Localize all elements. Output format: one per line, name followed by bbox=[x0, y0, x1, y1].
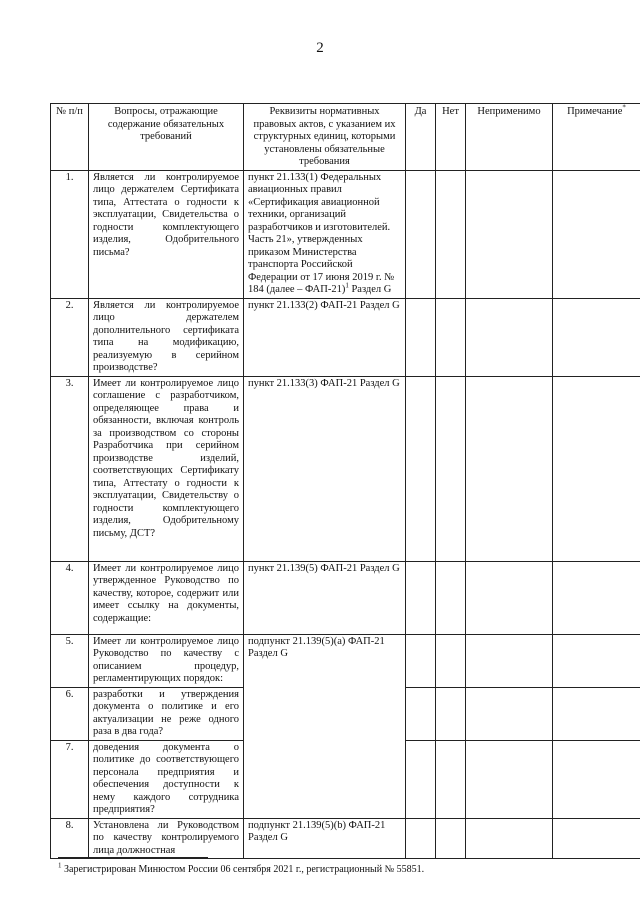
row-reference: подпункт 21.139(5)(а) ФАП-21 Раздел G bbox=[244, 634, 406, 818]
row-number: 5. bbox=[51, 634, 89, 687]
yes-cell bbox=[406, 818, 436, 859]
row-question: Является ли контролируемое лицо держателем дополнительного сертификата типа на модификацию, реализуемую в серийном производстве? bbox=[89, 298, 244, 376]
table-row bbox=[51, 634, 640, 687]
yes-cell bbox=[406, 740, 436, 818]
row-question: Установлена ли Руководством по качеству контролируемого лица должностная bbox=[89, 818, 244, 859]
row-number: 4. bbox=[51, 561, 89, 634]
footnote-divider bbox=[58, 857, 208, 858]
row-question: разработки и утверждения документа о политике и его актуализации не реже одного раза в два года? bbox=[89, 687, 244, 740]
checklist-table bbox=[50, 103, 640, 859]
row-reference bbox=[244, 170, 406, 298]
header-na: Неприменимо bbox=[466, 104, 553, 171]
row-number: 2. bbox=[51, 298, 89, 376]
header-num: № п/п bbox=[51, 104, 89, 171]
note-cell bbox=[553, 298, 640, 376]
row-reference-tail: Раздел G bbox=[348, 284, 392, 295]
header-note bbox=[553, 104, 640, 171]
yes-cell bbox=[406, 298, 436, 376]
yes-cell bbox=[406, 376, 436, 561]
no-cell bbox=[436, 170, 466, 298]
no-cell bbox=[436, 818, 466, 859]
header-yes: Да bbox=[406, 104, 436, 171]
na-cell bbox=[466, 170, 553, 298]
table-row bbox=[51, 818, 640, 859]
footnote-ref-mark: 1 bbox=[345, 281, 349, 290]
note-cell bbox=[553, 687, 640, 740]
row-reference-text: пункт 21.133(1) Федеральных авиационных правил «Сертификация авиационной техники, организаций разработчиков и изготовителей. Часть 21», утвержденных приказом Министерства транспорта Российской Федерации от 17 июня 2019 г. № 184 (далее – ФАП-21) bbox=[248, 171, 395, 295]
page-number: 2 bbox=[316, 40, 324, 56]
yes-cell bbox=[406, 634, 436, 687]
no-cell bbox=[436, 376, 466, 561]
na-cell bbox=[466, 818, 553, 859]
header-note-label: Примечание bbox=[567, 106, 623, 117]
no-cell bbox=[436, 740, 466, 818]
row-reference: пункт 21.133(3) ФАП-21 Раздел G bbox=[244, 376, 406, 561]
row-question: Имеет ли контролируемое лицо соглашение с разработчиком, определяющее права и обязанности, включая контроль за производством со стороны Разработчика при серийном производстве изделий, соответствующих Сертификату типа, Аттестату о годности к эксплуатации, Свидетельству о годности комплектующего изделия, Одобрительному письму, ДСТ? bbox=[89, 376, 244, 561]
note-cell bbox=[553, 818, 640, 859]
note-cell bbox=[553, 740, 640, 818]
no-cell bbox=[436, 561, 466, 634]
note-cell bbox=[553, 561, 640, 634]
row-question: доведения документа о политике до соответствующего персонала предприятия и обеспечения доступности к нему каждого сотрудника предприятия? bbox=[89, 740, 244, 818]
yes-cell bbox=[406, 170, 436, 298]
no-cell bbox=[436, 687, 466, 740]
row-question: Имеет ли контролируемое лицо утвержденное Руководство по качеству, которое, содержит или имеет ссылку на документы, содержащие: bbox=[89, 561, 244, 634]
note-cell bbox=[553, 170, 640, 298]
header-no: Нет bbox=[436, 104, 466, 171]
table-row bbox=[51, 376, 640, 561]
na-cell bbox=[466, 687, 553, 740]
yes-cell bbox=[406, 687, 436, 740]
table-row bbox=[51, 170, 640, 298]
row-number: 6. bbox=[51, 687, 89, 740]
row-reference: подпункт 21.139(5)(b) ФАП-21 Раздел G bbox=[244, 818, 406, 859]
na-cell bbox=[466, 376, 553, 561]
row-reference: пункт 21.133(2) ФАП-21 Раздел G bbox=[244, 298, 406, 376]
header-question: Вопросы, отражающие содержание обязательных требований bbox=[89, 104, 244, 171]
na-cell bbox=[466, 298, 553, 376]
yes-cell bbox=[406, 561, 436, 634]
note-cell bbox=[553, 376, 640, 561]
footnote-text: Зарегистрирован Минюстом России 06 сентября 2021 г., регистрационный № 55851. bbox=[64, 864, 425, 875]
row-reference: пункт 21.139(5) ФАП-21 Раздел G bbox=[244, 561, 406, 634]
note-cell bbox=[553, 634, 640, 687]
footnote-mark: 1 bbox=[58, 861, 62, 870]
na-cell bbox=[466, 561, 553, 634]
row-number: 3. bbox=[51, 376, 89, 561]
footnote bbox=[58, 861, 618, 876]
row-question: Имеет ли контролируемое лицо Руководство по качеству с описанием процедур, регламентирующих порядок: bbox=[89, 634, 244, 687]
table-header-row bbox=[51, 104, 640, 171]
row-number: 8. bbox=[51, 818, 89, 859]
no-cell bbox=[436, 634, 466, 687]
no-cell bbox=[436, 298, 466, 376]
na-cell bbox=[466, 634, 553, 687]
row-question: Является ли контролируемое лицо держателем Сертификата типа, Аттестата о годности к эксплуатации, Свидетельства о годности комплектующего изделия, Одобрительного письма? bbox=[89, 170, 244, 298]
header-note-mark: * bbox=[622, 103, 626, 112]
table-row bbox=[51, 561, 640, 634]
na-cell bbox=[466, 740, 553, 818]
row-number: 1. bbox=[51, 170, 89, 298]
table-row bbox=[51, 298, 640, 376]
row-number: 7. bbox=[51, 740, 89, 818]
header-reference: Реквизиты нормативных правовых актов, с указанием их структурных единиц, которыми установлены обязательные требования bbox=[244, 104, 406, 171]
